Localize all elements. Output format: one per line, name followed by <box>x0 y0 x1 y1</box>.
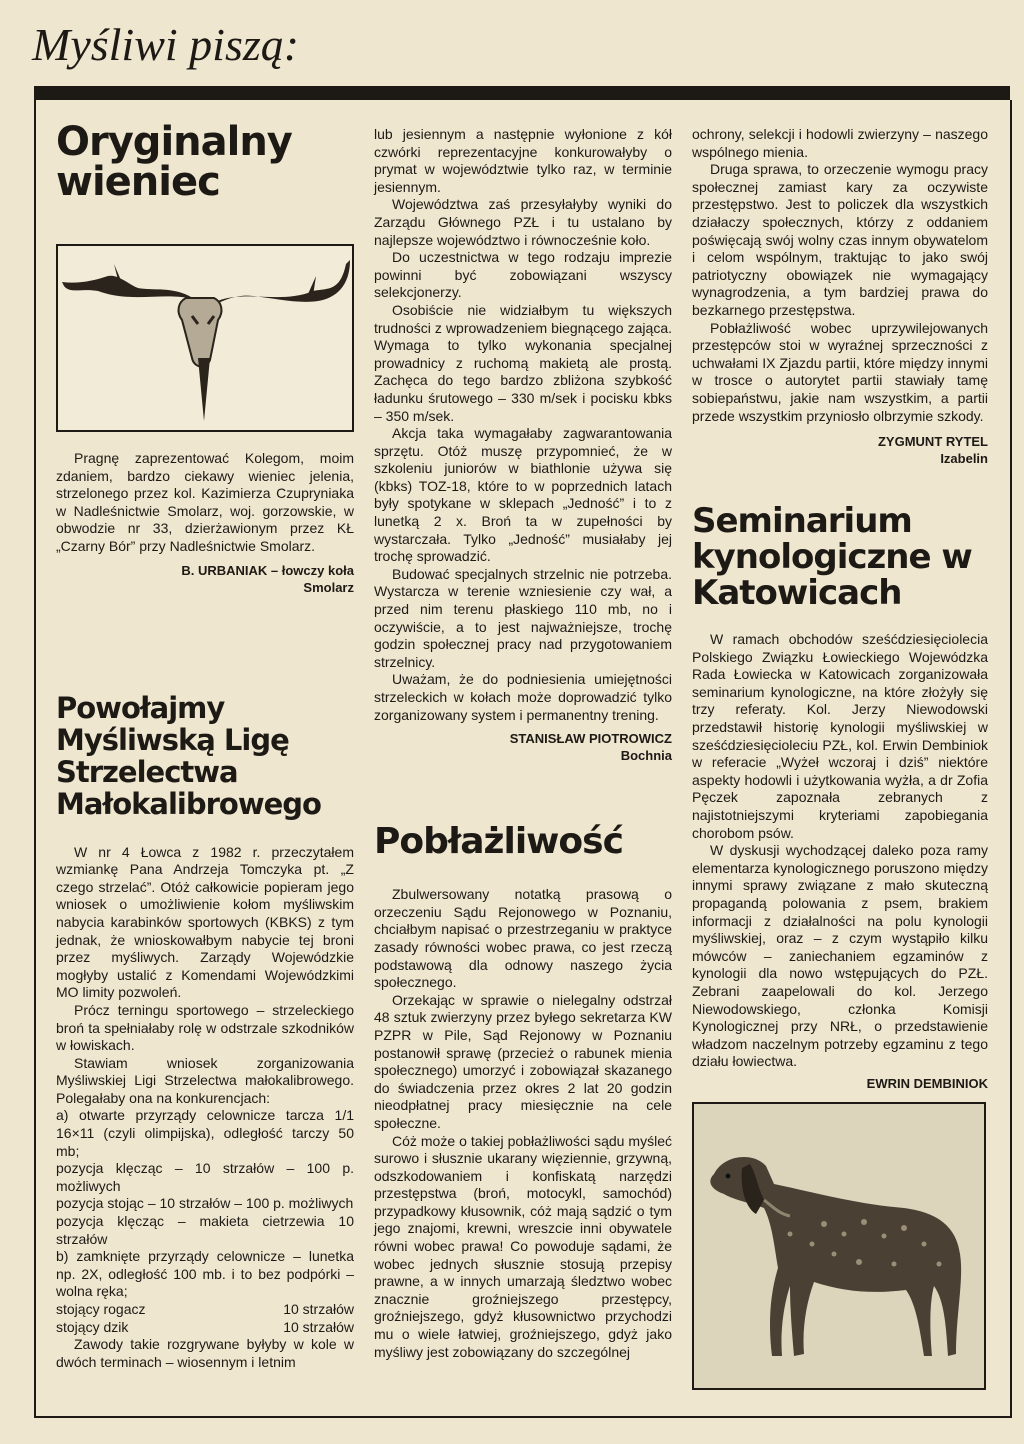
list-item: pozycja stojąc – 10 strzałów – 100 p. możliwych <box>56 1195 354 1212</box>
article2-continued: Do uczestnictwa w tego rodzaju imprezie powinni być zobowiązani wszyscy selekcjonerzy. <box>374 249 672 301</box>
article3-author: ZYGMUNT RYTEL <box>877 434 988 450</box>
article2-continued: Uważam, że do podniesienia umiejętności strzeleckich w kołach może doprowadzić tylko zorganizowany system i permanentny trening. <box>374 671 672 723</box>
article2-continued: Osobiście nie widziałbym tu większych trudności z wprowadzeniem biegnącego zająca. Wymaga to tylko wykonania specjalnej prowadnicy z ruchomą makietą ale prostą. Zachęca do tego bardzo zbliżona szybkość ładunku śrutowego – 330 m/sek i pocisku kbks – 350 m/sek. <box>374 301 672 424</box>
list-item: pozycja klęcząc – 10 strzałów – 100 p. możliwych <box>56 1160 354 1194</box>
column-1 <box>56 119 354 1371</box>
article2-paragraph: Stawiam wniosek zorganizowania Myśliwskiej Ligi Strzelectwa małokalibrowego. Polegałaby ona na konkurencjach: <box>56 1054 354 1106</box>
article1-text: Pragnę zaprezentować Kolegom, moim zdaniem, bardzo ciekawy wieniec jelenia, strzelonego przez kol. Kazimierza Czupryniaka w Nadleśnictwie Smolarz, woj. gorzowskie, w obwodzie nr 33, dzierżawionym przez KŁ „Czarny Bór” przy Nadleśnictwie Smolarz. <box>56 450 354 554</box>
list-item: a) otwarte przyrządy celownicze tarcza 1/1 16×11 (czyli olimpijska), odległość tarczy 50 mb; <box>56 1107 354 1159</box>
list-item: pozycja klęcząc – makieta cietrzewia 10 strzałów <box>56 1213 354 1247</box>
header-rule <box>34 86 1010 100</box>
article2-continued: Akcja taka wymagałaby zagwarantowania sprzętu. Otóż muszę przypomnieć, że w szkoleniu juniorów w biathlonie używa się (kbks) TOZ-18, które to w poprzednich latach były spotykane w sklepach „Jedność” i to z lunetką 2 x. Broń ta w zupełności by wystarczała. Tylko „Jedność” musiałaby jej trochę sprowadzić. <box>374 425 672 565</box>
target-value: 10 strzałów <box>283 1301 354 1317</box>
list-item: b) zamknięte przyrządy celownicze – lunetka np. 2X, odległość 100 mb. i to bez podpórki – wolna ręka; <box>56 1248 354 1300</box>
section-title: Myśliwi piszą: <box>32 19 300 70</box>
article2-continued: Województwa zaś przesyłałyby wyniki do Zarządu Głównego PZŁ i tu ustalano by najlepsze województwo i równocześnie koło. <box>374 196 672 248</box>
article1-place: Smolarz <box>303 579 354 595</box>
pointer-dog-image <box>692 1102 986 1390</box>
article2-paragraph: Prócz terningu sportowego – strzeleckiego broń ta spełniałaby rolę w odstrzale szkodników w łowiskach. <box>56 1001 354 1054</box>
target-value: 10 strzałów <box>283 1318 354 1335</box>
article2-title: Powołajmy Myśliwską Ligę Strzelectwa Małokalibrowego <box>56 690 321 821</box>
article2-author: STANISŁAW PIOTROWICZ <box>509 731 672 747</box>
article4-paragraph: W ramach obchodów sześćdziesięciolecia Polskiego Związku Łowieckiego Wojewódzka Rada Łowiecka w Katowicach zorganizowała seminarium kynologiczne, na które złożyły się trzy referaty. Kol. Jerzy Niewodowski przedstawił historię kynologii myśliwskiej w sześćdziesięcioleciu PZŁ, kol. Erwin Dembiniok w referacie „Wyżeł wczoraj i dziś” niektóre aspekty hodowli i użytkowania wyżła, a dr Zofia Pęczek zapoznała zebranych z najistotniejszymi kryteriami zapobiegania chorobom psów. <box>692 631 988 841</box>
article3-paragraph: Orzekając w sprawie o nielegalny odstrzał 48 sztuk zwierzyny przez byłego sekretarza KW PZPR w Pile, Sąd Rejonowy w Poznaniu postanowił sprawę (przecież o rabunek mienia społecznego) umorzyć i zobowiązał skazanego do świadczenia przez okres 2 lat 20 godzin nieodpłatnej pracy miesięcznie na cele społeczne. <box>374 991 672 1131</box>
article2-place: Bochnia <box>620 748 672 764</box>
dog-icon <box>694 1104 984 1388</box>
article4-title: Seminarium kynologiczne w Katowicach <box>692 501 972 614</box>
article3-body <box>374 886 672 1361</box>
article4-author: EWRIN DEMBINIOK <box>866 1075 988 1091</box>
target-row <box>56 1301 354 1319</box>
deer-antlers-image <box>56 244 354 432</box>
article3-paragraph: Cóż może o takiej pobłażliwości sądu myśleć surowo i słusznie ukarany więziennie, grzywną, odszkodowaniem i konfiskatą narzędzi przestępstwa (broń, motocykl, samochód) przypadkowy kłusownik, cóż mają sądzić o tym jego znajomi, krewni, wreszcie inni obywatele równi wobec prawa! Co powoduje sądami, że wobec jednych słusznie stosują przepisy prawne, a w innych umarzają śledztwo wobec znacznie groźniejszego przestępcy, groźniejszego, gdyż kłusownictwo przychodzi mu o wiele łatwiej, groźniejszego, gdyż jako myśliwy jest zobowiązany do szczególnej <box>374 1132 672 1360</box>
article2-body <box>56 844 354 1372</box>
article3-continued: Druga sprawa, to orzeczenie wymogu pracy społecznej zamiast kary za oczywiste przestępstwo. Jest to policzek dla wszystkich działaczy społecznych, którzy z oddaniem poświęcają swój wolny czas innym obywatelom i celom wspólnym, traktując to jako swój patriotyczny obowiązek nie wymagający wynagrodzenia, a tym bardziej prawa do bezkarnego przestępstwa. <box>692 161 988 318</box>
article4-body <box>692 631 988 1071</box>
target-label: stojący rogacz <box>56 1301 146 1317</box>
article3-place: Izabelin <box>940 451 988 467</box>
article2-continued: Budować specjalnych strzelnic nie potrzeba. Wystarcza w terenie wzniesienie czy wał, a przed nim terenu płaskiego 110 mb, no i oczywiście, a to jest najważniejsze, trochę godzin społecznej pracy nad przygotowaniem strzelnicy. <box>374 565 672 670</box>
article2-continued: lub jesiennym a następnie wyłonione z kół czwórki reprezentacyjne konkurowałyby o prymat w województwie tylko raz, w terminie jesiennym. <box>374 126 672 195</box>
article3-continued: Pobłażliwość wobec uprzywilejowanych przestępców stoi w wyraźnej sprzeczności z uchwałami IX Zjazdu partii, które między innymi w trosce o autorytet partii stawiały tamę sobiepaństwu, jakie nam wszystkim, a partii przede wszystkim przyniosło olbrzymie szkody. <box>692 319 988 424</box>
article4-paragraph: W dyskusji wychodzącej daleko poza ramy elementarza kynologicznego poruszono między innymi sprawy związane z mało skuteczną propagandą polowania z psem, brakiem informacji z działalności na polu kynologii myśliwskiej, oraz – z czym wystąpiło kilku mówców – zaniechaniem egzaminów z kynologii dla nowo wstępujących do PZŁ. Zebrani zaapelowali do kol. Jerzego Niewodowskiego, członka Komisji Kynologicznej przy NRŁ, o przedstawienie władzom naczelnym potrzeby egzaminu z tego działu łowiectwa. <box>692 842 988 1070</box>
article3-continued: ochrony, selekcji i hodowli zwierzyny – naszego wspólnego mienia. <box>692 126 988 160</box>
article3-title: Pobłażliwość <box>374 821 623 863</box>
column-3 <box>692 126 988 1390</box>
deer-skull-icon <box>58 246 352 430</box>
article2-paragraph: W nr 4 Łowca z 1982 r. przeczytałem wzmiankę Pana Andrzeja Tomczyka pt. „Z czego strzelać”. Otóż całkowicie popieram jego wniosek o umożliwienie kołom myśliwskim nabycia karabinków sportowych (KBKS) z tym jednak, że wnioskowałbym nabycie tej broni przez myśliwych. Zarządy Wojewódzkie mogłyby ustalić z Komendami Wojewódzkimi MO limity pozwoleń. <box>56 843 354 1001</box>
article2-closing: Zawody takie rozgrywane byłyby w kole w dwóch terminach – wiosennym i letnim <box>56 1336 354 1370</box>
target-label: stojący dzik <box>56 1318 129 1335</box>
article1-author: B. URBANIAK – łowczy koła <box>181 562 354 578</box>
target-row <box>56 1319 354 1337</box>
column-2 <box>374 126 672 1361</box>
article3-paragraph: Zbulwersowany notatką prasową o orzeczeniu Sądu Rejonowego w Poznaniu, chciałbym napisać o przestrzeganiu w praktyce zasady równości wobec prawa, co jest rzeczą podstawową dla odnowy naszego życia społecznego. <box>374 886 672 991</box>
article1-title: Oryginalny wieniec <box>56 119 292 205</box>
